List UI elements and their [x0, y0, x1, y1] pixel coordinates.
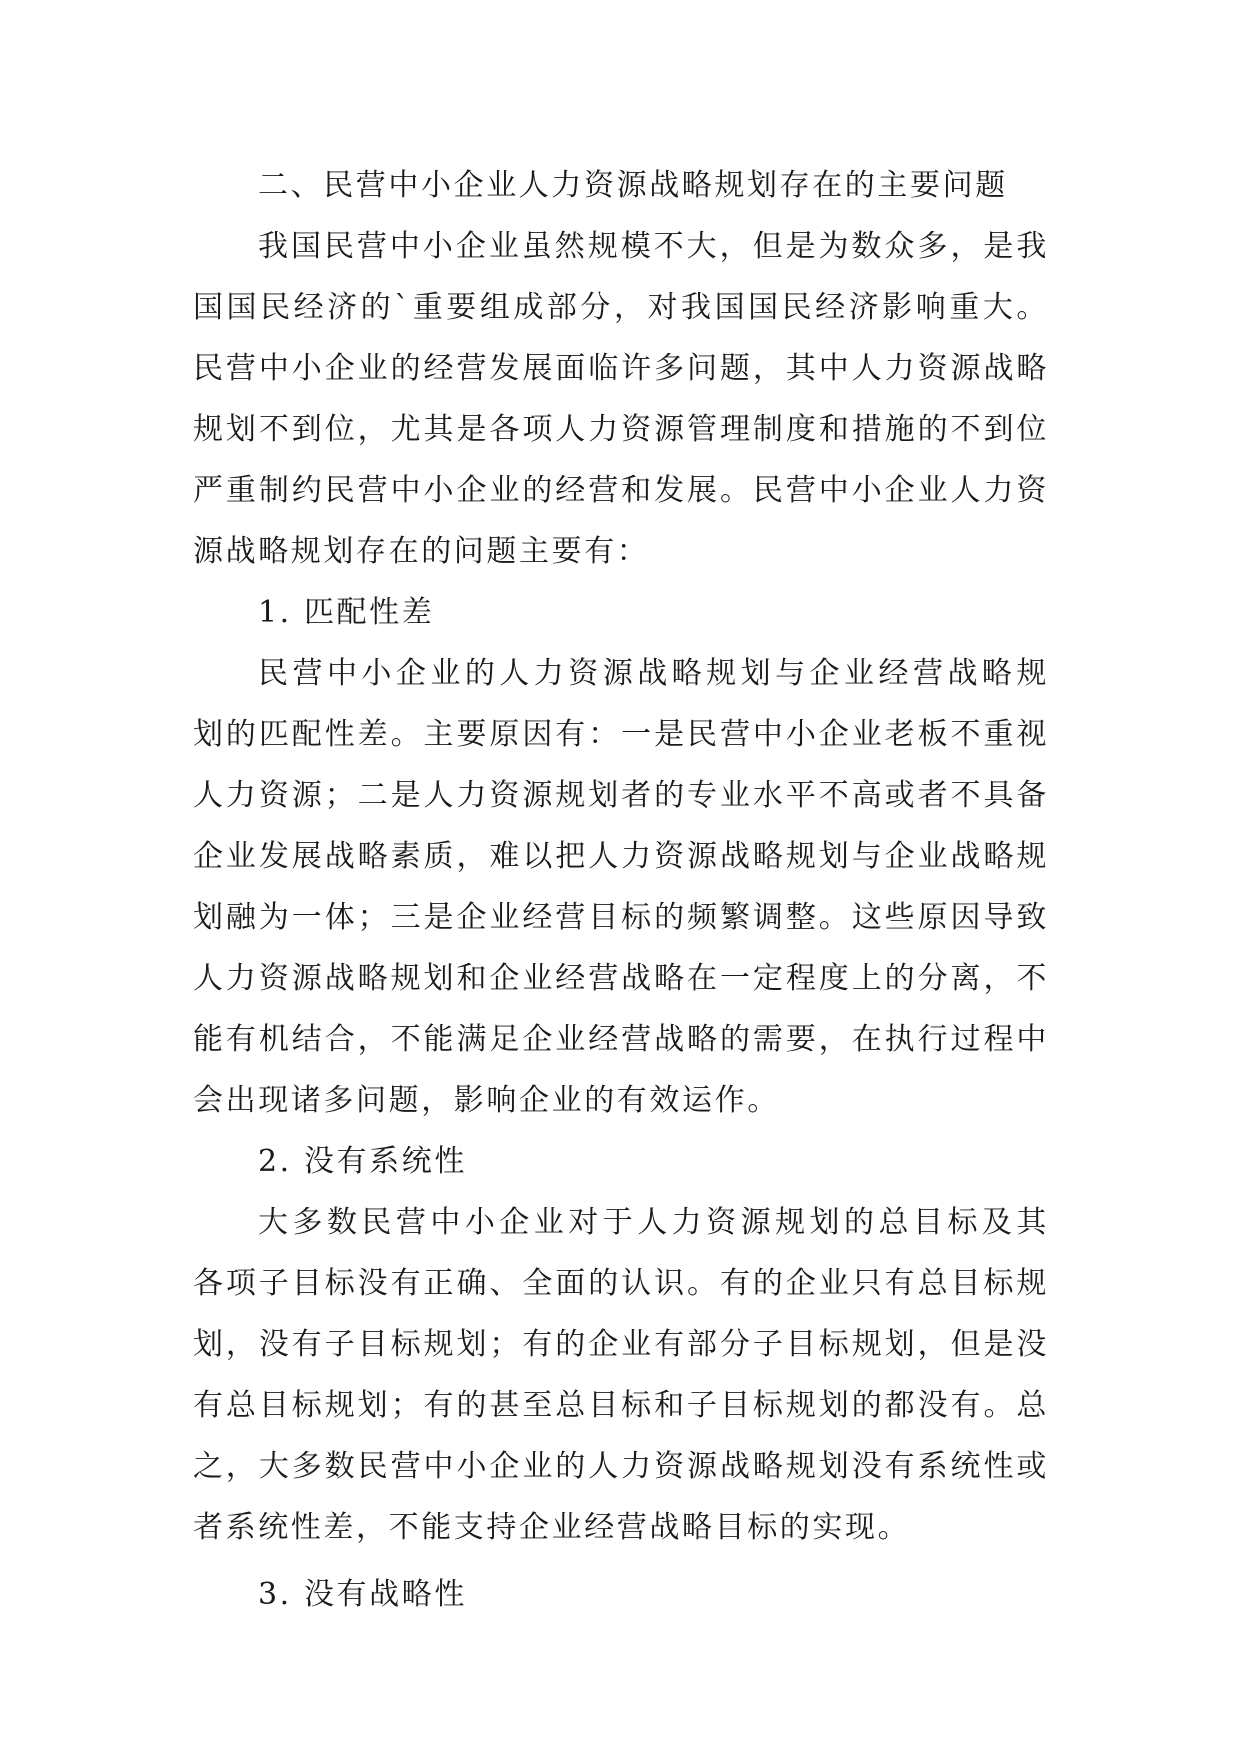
item3-heading: 3. 没有战略性: [258, 1577, 467, 1612]
item2-line: 大多数民营中小企业对于人力资源规划的总目标及其: [258, 1205, 1049, 1240]
item1-heading: 1. 匹配性差: [258, 595, 435, 630]
item2-heading: 2. 没有系统性: [258, 1144, 467, 1179]
item1-line: 民营中小企业的人力资源战略规划与企业经营战略规: [258, 656, 1049, 691]
intro-line: 我国民营中小企业虽然规模不大，但是为数众多，是我: [258, 229, 1049, 264]
item1-line: 人力资源；二是人力资源规划者的专业水平不高或者不具备: [193, 778, 1049, 813]
item1-line: 能有机结合，不能满足企业经营战略的需要，在执行过程中: [193, 1022, 1049, 1057]
item2-line: 者系统性差，不能支持企业经营战略目标的实现。: [193, 1510, 911, 1545]
intro-line: 源战略规划存在的问题主要有：: [193, 534, 650, 569]
item1-line: 人力资源战略规划和企业经营战略在一定程度上的分离，不: [193, 961, 1049, 996]
item1-line: 划融为一体；三是企业经营目标的频繁调整。这些原因导致: [193, 900, 1049, 935]
intro-line: 严重制约民营中小企业的经营和发展。民营中小企业人力资: [193, 473, 1049, 508]
intro-line: 民营中小企业的经营发展面临许多问题，其中人力资源战略: [193, 351, 1049, 386]
item1-line: 企业发展战略素质，难以把人力资源战略规划与企业战略规: [193, 839, 1049, 874]
document-body: [193, 155, 1049, 1625]
item2-line: 各项子目标没有正确、全面的认识。有的企业只有总目标规: [193, 1266, 1049, 1301]
item2-line: 有总目标规划；有的甚至总目标和子目标规划的都没有。总: [193, 1388, 1049, 1423]
intro-line: 规划不到位，尤其是各项人力资源管理制度和措施的不到位: [193, 412, 1049, 447]
intro-line: 国国民经济的`重要组成部分，对我国国民经济影响重大。: [193, 290, 1049, 325]
item1-line: 划的匹配性差。主要原因有：一是民营中小企业老板不重视: [193, 717, 1049, 752]
item1-line: 会出现诸多问题，影响企业的有效运作。: [193, 1083, 780, 1118]
section-heading: 二、民营中小企业人力资源战略规划存在的主要问题: [258, 168, 1008, 203]
item2-line: 之，大多数民营中小企业的人力资源战略规划没有系统性或: [193, 1449, 1049, 1484]
item2-line: 划，没有子目标规划；有的企业有部分子目标规划，但是没: [193, 1327, 1049, 1362]
